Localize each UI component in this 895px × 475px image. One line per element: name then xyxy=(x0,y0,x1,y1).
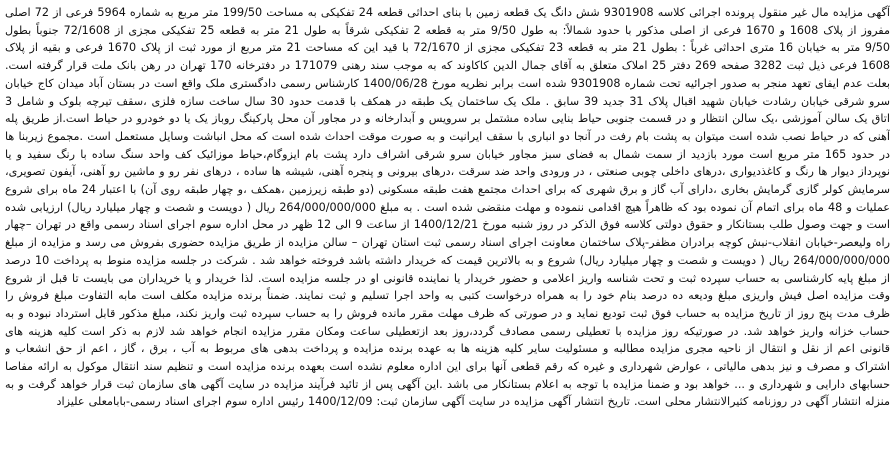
auction-notice-text: آگهی مزایده مال غیر منقول پرونده اجرائی کلاسه 9301908 شش دانگ یک قطعه زمین با بنای احداثی قطعه 24 تفکیکی به مساحت 199/50 متر مربع به شماره 5964 فرعی از 72 اصلی مفروز از پلاک 1608 و 1670 فرعی از اصلی مذکور با حدود شمالاً: به طول 9/50 متر به قطعه 2 تفکیکی شرقاً به طول 21 متر به قطعه 25 تفکیکی مجزی از 72/1608 جنوباً بطول 9/50 متر به خیابان 16 متری احداثی غرباً : بطول 21 متر به قطعه 23 تفکیکی مجزی از 72/1670 با قید این که مساحت 21 متر مربع از مورد ثبت از پلاک 1670 فرعی و بقیه از پلاک 1608 فرعی ذیل ثبت 3282 صفحه 269 دفتر 25 املاک متعلق به آقای جمال الدین کاکاوند که به موجب سند رهنی 171079 در دفترخانه 170 تهران در رهن بانک ملت قرار گرفته است. بعلت عدم ایفای تعهد منجر به صدور اجرائیه تحت شماره 9301908 شده است برابر نظریه مورخ 1400/06/28 کارشناس رسمی دادگستری ملک واقع است در بستان آباد میدان کاج خیابان سرو شرقی خیابان رشادت خیابان شهید اقبال پلاک 31 جدید 39 سابق . ملک یک ساختمان یک طبقه در همکف با قدمت حدود 30 سال ساخت سازه فلزی ،سقف تیرچه بلوک و شامل 3 اتاق یک سالن آموزشی ،یک سالن انتظار و در قسمت جنوبی حیاط بنایی ساده مشتمل بر سرویس و آبدارخانه و در مجاور آن محل پارکینگ روباز یک یا دو خودرو در حیاط است.از طریق پله آهنی که در حیاط نصب شده است میتوان به پشت بام رفت در آنجا دو انباری با سقف ایرانیت و به صورت موقت احداث شده است که محل انباشت وسایل مستعمل است .مجموع زیربنا ها در حدود 165 متر مربع است مورد بازدید از سمت شمال به فضای سبز مجاور خیابان سرو شرقی اشراف دارد پشت بام ایزوگام،حیاط موزائیک کف واحد سنگ ساده با رنگ سفید و یا نوپرداز دیوار ها رنگ و کاغذدیواری ،درهای داخلی چوبی صنعتی ، در ورودی واحد ضد سرقت ،درهای بیرونی و پنجره آهنی، شیشه ها ساده ، درهای نفر رو و ماشین رو آهنی، آیفون تصویری، سرمایش کولر گازی گرمایش بخاری ،دارای آب گاز و برق شهری که برای احداث مجتمع هفت طبقه مسکونی (دو طبقه زیرزمین ،همکف ،و چهار طبقه روی آن) با اعتبار 24 ماه برای شروع عملیات و 48 ماه برای اتمام آن نموده بود که ظاهراً هیچ اقدامی ننموده و مهلت منقضی شده است . به مبلغ 264/000/000/000 ریال ( دویست و شصت و چهار میلیارد ریال) ارزیابی شده است و جهت وصول طلب بستانکار و حقوق دولتی کلاسه فوق الذکر در روز شنبه مورخ 1400/12/21 از ساعت 9 الی 12 ظهر در محل اداره سوم اجرای اسناد رسمی واقع در تهران –چهار راه ولیعصر-خیابان انقلاب-نبش کوچه برادران مظفر-پلاک ساختمان معاونت اجرای اسناد رسمی ثبت استان تهران – سالن مزایده از طریق مزایده حضوری بفروش می رسد و مزایده از مبلغ 264/000/000/000 ریال ( دویست و شصت و چهار میلیارد ریال) شروع و به بالاترین قیمت که خریدار داشته باشد فروخته خواهد شد . شرکت در جلسه مزایده منوط به پرداخت 10 درصد از مبلغ پایه کارشناسی به حساب سپرده ثبت و تحت شناسه واریز اعلامی و حضور خریدار یا نماینده قانونی او در جلسه مزایده است. لذا خریدار و یا خریداران می بایست تا قبل از شروع وقت مزایده اصل فیش واریزی مبلغ ودیعه ده درصد بنام خود را به همراه درخواست کتبی به واحد اجرا تسلیم و ثبت نمایند. ضمناً برنده مزایده مکلف است مابه التفاوت مبلغ فروش را ظرف مدت پنج روز از تاریخ مزایده به حساب فوق ثبت تودیع نماید و در صورتی که ظرف مهلت مقرر مانده فروش را به حساب سپرده ثبت واریز نکند، مبلغ مذکور قابل استرداد نبوده و به حساب خزانه واریز خواهد شد. در صورتیکه روز مزایده با تعطیلی رسمی مصادف گردد،روز بعد ازتعطیلی ساعت ومکان مقرر مزایده انجام خواهد شد لازم به ذکر است کلیه هزینه های قانونی اعم از نقل و انتقال از ناحیه مجری مزایده مطالبه و مسئولیت سایر کلیه هزینه ها به عهده برنده مزایده و پرداخت بدهی های مربوط به آب ، برق ، گاز ، اعم از حق انشعاب و اشتراک و مصرف و نیز بدهی مالیاتی ، عوارض شهرداری و غیره که رقم قطعی آنها برای این اداره معلوم نشده است بعهده برنده مزایده است و تنظیم سند انتقال موکول به ارائه مفاصا حسابهای دارایی و شهرداری و ... خواهد بود و ضمنا مزایده با توجه به اعلام بستانکار می باشد .این آگهی پس از تائید فرآیند مزایده در سایت آگهی های سازمان ثبت قرار خواهد گرفت و به منزله انتشار آگهی در روزنامه کثیرالانتشار محلی است. تاریخ انتشار آگهی مزایده در سایت آگهی سازمان ثبت: 1400/12/09 رئیس اداره سوم اجرای اسناد رسمی-بابامعلی علیزاد xyxy=(5,6,890,409)
auction-notice xyxy=(5,4,890,467)
